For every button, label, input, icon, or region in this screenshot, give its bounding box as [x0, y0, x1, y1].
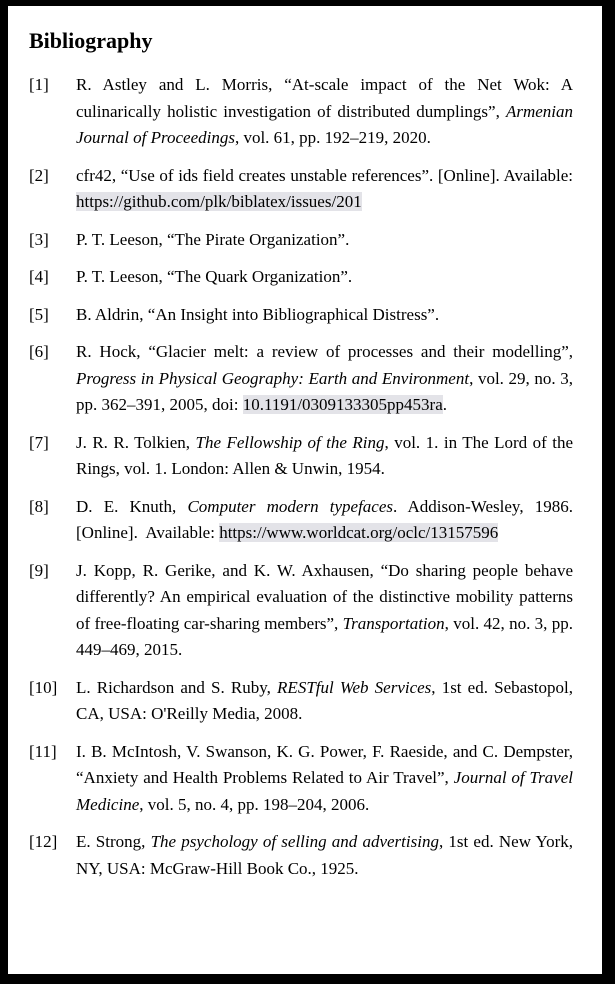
entry-text-run: , vol. 42, no. 3, pp. 449–469, 2015. [76, 613, 573, 659]
bibliography-entry [29, 739, 573, 819]
entry-text [76, 558, 573, 664]
bibliography-entry [29, 829, 573, 882]
entry-text-run: . [442, 395, 448, 414]
work-title: Armenian Journal of Proceedings [76, 101, 573, 147]
work-title: The Fellowship of the Ring [195, 432, 385, 452]
entry-number: [3] [29, 229, 49, 249]
entry-text-run: J. R. R. Tolkien, [76, 432, 196, 452]
work-title: Journal of Travel Medicine [76, 768, 573, 814]
entry-text-run: I. B. McIntosh, V. Swanson, K. G. Power, F. Raeside, and C. Dempster, “Anxiety and Health Problems Related to Air Travel”, [76, 741, 573, 787]
entry-text-run: P. T. Leeson, “The Pirate Organization”. [76, 229, 350, 249]
bibliography-entry [29, 227, 573, 254]
entry-text-run: B. Aldrin, “An Insight into Bibliographical Distress”. [76, 304, 440, 324]
entry-text [76, 163, 573, 216]
entry-number: [7] [29, 432, 49, 452]
bibliography-entry [29, 430, 573, 483]
entry-text-run: P. T. Leeson, “The Quark Organization”. [76, 267, 353, 286]
entry-number: [9] [29, 560, 49, 580]
entry-text-run: R. Astley and L. Morris, “At-scale impact of the Net Wok: A culinarically holistic investigation of distributed dumplings”, [76, 75, 573, 121]
bibliography-entry [29, 264, 573, 291]
bibliography-entry [29, 302, 573, 329]
entry-text-run: L. Richardson and S. Ruby, [76, 677, 278, 697]
entry-text [76, 430, 573, 483]
entry-number: [5] [29, 304, 49, 324]
entry-text [76, 494, 573, 547]
entry-text [76, 302, 573, 329]
page-title: Bibliography [29, 28, 153, 53]
entry-text [76, 829, 573, 882]
entry-text-run: J. Kopp, R. Gerike, and K. W. Axhausen, “Do sharing people behave differently? An empirical evaluation of the distinctive mobility patterns of free-floating car-sharing members”, [76, 560, 573, 633]
entry-text [76, 227, 573, 254]
entry-text-run: cfr42, “Use of ids field creates unstable references”. [Online]. Available: [76, 165, 573, 185]
entry-text [76, 675, 573, 728]
entry-text [76, 72, 573, 152]
link-annotation[interactable]: https://www.worldcat.org/oclc/13157596 [219, 523, 499, 542]
work-title: Computer modern typefaces [187, 496, 394, 516]
entry-text-run: , vol. 5, no. 4, pp. 198–204, 2006. [139, 794, 370, 814]
entry-text-run: . Addison-Wesley, 1986. [Online]. Available: [76, 496, 573, 542]
entry-text-run: , 1st ed. New York, NY, USA: McGraw-Hill Book Co., 1925. [76, 832, 573, 878]
bibliography-entry [29, 675, 573, 728]
entry-number: [2] [29, 165, 49, 185]
entry-text-run: , vol. 1. in The Lord of the Rings, vol. 1. London: Allen & Unwin, 1954. [76, 432, 573, 478]
entry-text-run: D. E. Knuth, [76, 496, 188, 516]
link-annotation[interactable]: https://github.com/plk/biblatex/issues/201 [76, 192, 362, 211]
entry-number: [12] [29, 832, 58, 851]
entry-number: [10] [29, 677, 58, 697]
entry-text-run: R. Hock, “Glacier melt: a review of processes and their modelling”, [76, 342, 573, 361]
bibliography-entry [29, 163, 573, 216]
work-title: The psychology of selling and advertising [150, 832, 439, 851]
bibliography-entry [29, 339, 573, 419]
entry-number: [4] [29, 267, 49, 286]
entry-text-run: , 1st ed. Sebastopol, CA, USA: O'Reilly Media, 2008. [76, 677, 573, 723]
bibliography-page [8, 6, 602, 974]
work-title: Transportation [342, 613, 445, 633]
bibliography-entry [29, 72, 573, 152]
work-title: Progress in Physical Geography: Earth and Environment [76, 368, 470, 388]
entry-number: [8] [29, 496, 49, 516]
entry-text [76, 339, 573, 419]
entry-text-run: E. Strong, [76, 832, 151, 851]
entry-number: [11] [29, 741, 57, 761]
link-annotation[interactable]: 10.1191/0309133305pp453ra [242, 395, 443, 414]
entry-text-run: , vol. 61, pp. 192–219, 2020. [234, 128, 431, 147]
entry-number: [6] [29, 342, 49, 361]
entry-number: [1] [29, 75, 49, 94]
bibliography-entry [29, 558, 573, 664]
bibliography-entry [29, 494, 573, 547]
entry-text [76, 739, 573, 819]
bibliography-list [29, 72, 573, 882]
work-title: RESTful Web Services [277, 677, 432, 697]
entry-text [76, 264, 573, 291]
entry-text-run: , vol. 29, no. 3, pp. 362–391, 2005, doi: [76, 368, 573, 414]
